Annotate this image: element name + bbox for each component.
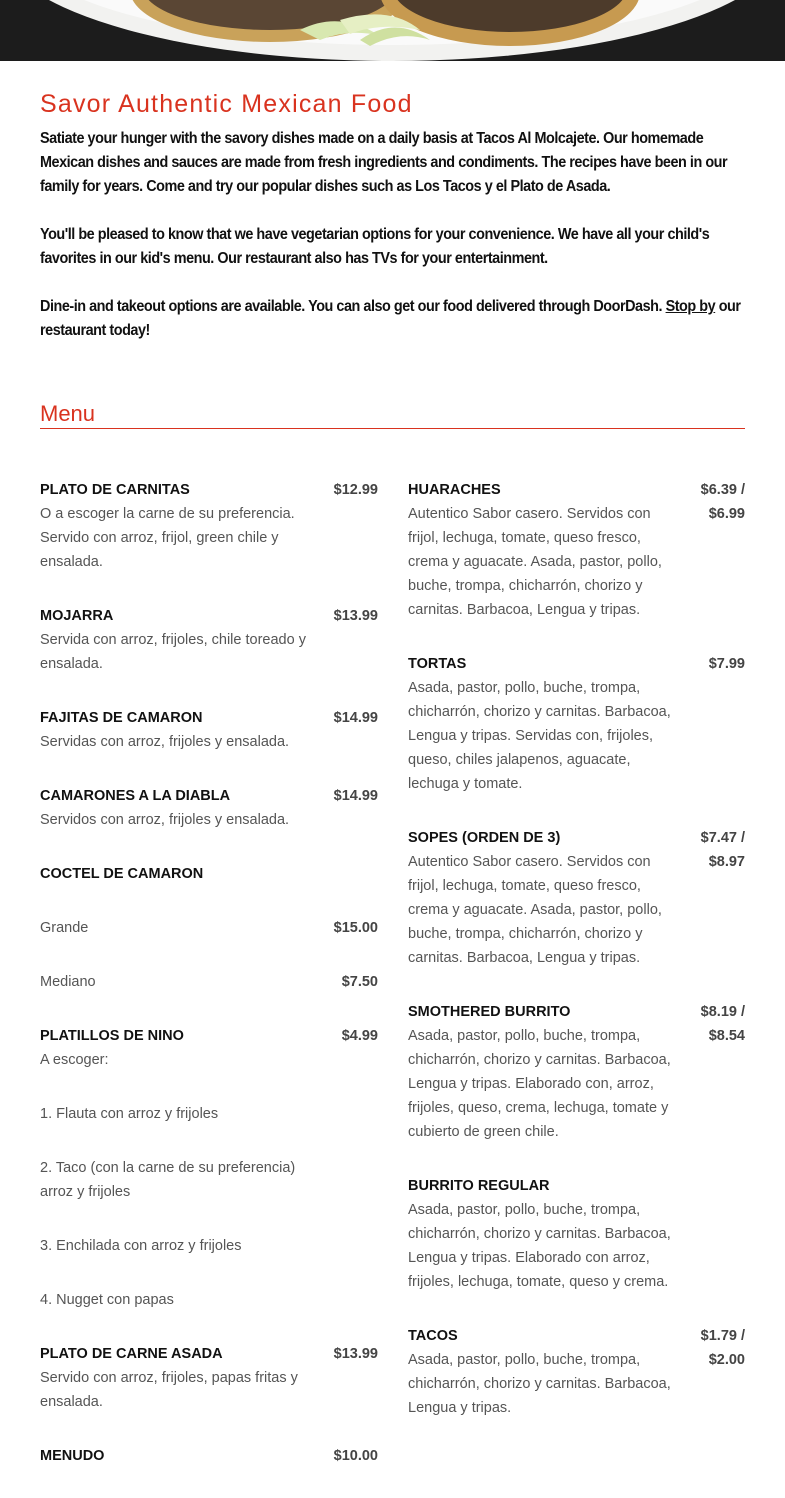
menu-item-price: $7.47 / $8.97 bbox=[700, 830, 745, 870]
menu-item bbox=[408, 1324, 745, 1420]
menu-item-price: $12.99 bbox=[333, 482, 378, 498]
menu-item-name: PLATILLOS DE NINO bbox=[40, 1028, 184, 1044]
kids-option: 2. Taco (con la carne de su preferencia) arroz y frijoles bbox=[40, 1160, 296, 1200]
menu-item-price: $8.19 / $8.54 bbox=[700, 1004, 745, 1044]
stop-by-link[interactable]: Stop by bbox=[665, 298, 716, 315]
menu-item bbox=[40, 478, 378, 574]
menu-item bbox=[408, 652, 745, 796]
size-label: Mediano bbox=[40, 974, 96, 990]
menu-item-name: SMOTHERED BURRITO bbox=[408, 1004, 571, 1020]
menu-item-name: HUARACHES bbox=[408, 482, 501, 498]
menu-item-price: $1.79 / $2.00 bbox=[700, 1328, 745, 1368]
menu-item-name: BURRITO REGULAR bbox=[408, 1178, 550, 1194]
menu-item-size bbox=[40, 970, 378, 994]
menu-item-description: Servida con arroz, frijoles, chile toreado y ensalada. bbox=[40, 632, 306, 672]
menu-item-description: Asada, pastor, pollo, buche, trompa, chicharrón, chorizo y carnitas. Barbacoa, Lengua y tripas. Elaborado con arroz, frijoles, lechuga, tomate, queso y crema. bbox=[408, 1202, 671, 1290]
menu-heading-text: Menu bbox=[40, 401, 96, 426]
menu-item-price: $7.99 bbox=[708, 656, 745, 672]
menu-item-name: FAJITAS DE CAMARON bbox=[40, 710, 203, 726]
menu-item-description: Servidos con arroz, frijoles y ensalada. bbox=[40, 812, 290, 828]
kids-option: 3. Enchilada con arroz y frijoles bbox=[40, 1238, 242, 1254]
menu-item-name: CAMARONES A LA DIABLA bbox=[40, 788, 231, 804]
kids-option: 1. Flauta con arroz y frijoles bbox=[40, 1106, 219, 1122]
about-paragraph-2: You'll be pleased to know that we have vegetarian options for your convenience. We have all your child's favorites in our kid's menu. Our restaurant also has TVs for your entertainment. bbox=[40, 226, 710, 267]
menu-item bbox=[408, 478, 745, 622]
kids-option: 4. Nugget con papas bbox=[40, 1292, 174, 1308]
menu-item bbox=[40, 706, 378, 754]
hero-food-image bbox=[0, 0, 785, 61]
menu-item bbox=[40, 1342, 378, 1414]
menu-item-price: $13.99 bbox=[333, 608, 378, 624]
menu-item bbox=[408, 1000, 745, 1144]
menu-item-size bbox=[40, 916, 378, 940]
menu-item-description: Asada, pastor, pollo, buche, trompa, chicharrón, chorizo y carnitas. Barbacoa, Lengua y tripas. Servidas con, frijoles, queso, chiles jalapenos, aguacate, lechuga y tomate. bbox=[408, 680, 671, 792]
menu-item-price: $6.39 / $6.99 bbox=[700, 482, 745, 522]
menu-item-name: TACOS bbox=[408, 1328, 458, 1344]
menu-item bbox=[408, 826, 745, 970]
menu-item bbox=[40, 862, 378, 886]
size-label: Grande bbox=[40, 920, 89, 936]
menu-item bbox=[40, 1024, 378, 1072]
menu-heading bbox=[40, 400, 745, 429]
about-paragraph-1: Satiate your hunger with the savory dishes made on a daily basis at Tacos Al Molcajete. Our homemade Mexican dishes and sauces are made from fresh ingredients and condiments. The recipes have been in our family for years. Come and try our popular dishes such as Los Tacos y el Plato de Asada. bbox=[40, 130, 728, 195]
menu-item-name: TORTAS bbox=[408, 656, 467, 672]
about-title: Savor Authentic Mexican Food bbox=[40, 90, 413, 118]
menu-item-description: Servidas con arroz, frijoles y ensalada. bbox=[40, 734, 290, 750]
menu-item-description: Autentico Sabor casero. Servidos con frijol, lechuga, tomate, queso fresco, crema y aguacate. Asada, pastor, pollo, buche, trompa, chicharrón, chorizo y carnitas. Barbacoa, Lengua y tripas. bbox=[408, 506, 662, 618]
about-paragraph-3-start: Dine-in and takeout options are available. You can also get our food delivered through DoorDash. bbox=[40, 298, 666, 315]
menu-item-description: A escoger: bbox=[40, 1052, 109, 1068]
menu-item-price: $10.00 bbox=[333, 1448, 378, 1464]
menu-item-name: PLATO DE CARNITAS bbox=[40, 482, 190, 498]
menu-item-price: $4.99 bbox=[341, 1028, 378, 1044]
size-price: $7.50 bbox=[341, 974, 378, 990]
menu-item-description: Asada, pastor, pollo, buche, trompa, chicharrón, chorizo y carnitas. Barbacoa, Lengua y tripas. bbox=[408, 1352, 671, 1416]
about-section bbox=[40, 88, 745, 367]
menu-item-name: SOPES (ORDEN DE 3) bbox=[408, 830, 561, 846]
menu-item-name: PLATO DE CARNE ASADA bbox=[40, 1346, 223, 1362]
size-price: $15.00 bbox=[333, 920, 378, 936]
menu-column-right bbox=[408, 478, 745, 1450]
menu-item bbox=[40, 784, 378, 832]
menu-item-description: Autentico Sabor casero. Servidos con frijol, lechuga, tomate, queso fresco, crema y aguacate. Asada, pastor, pollo, buche, trompa, chicharrón, chorizo y carnitas. Barbacoa, Lengua y tripas. bbox=[408, 854, 662, 966]
menu-item-price: $13.99 bbox=[333, 1346, 378, 1362]
about-paragraph-3 bbox=[40, 295, 745, 343]
menu-column-left bbox=[40, 478, 378, 1498]
menu-item bbox=[40, 604, 378, 676]
menu-item-description: O a escoger la carne de su preferencia. Servido con arroz, frijol, green chile y ensalada. bbox=[40, 506, 295, 570]
menu-item-price: $14.99 bbox=[333, 788, 378, 804]
menu-item-description: Asada, pastor, pollo, buche, trompa, chicharrón, chorizo y carnitas. Barbacoa, Lengua y tripas. Elaborado con, arroz, frijoles, queso, crema, lechuga, tomate y cubierto de green chile. bbox=[408, 1028, 671, 1140]
menu-item-name: MENUDO bbox=[40, 1448, 105, 1464]
menu-item bbox=[40, 1444, 378, 1468]
menu-item-price: $14.99 bbox=[333, 710, 378, 726]
menu-item-name: MOJARRA bbox=[40, 608, 114, 624]
menu-item-name: COCTEL DE CAMARON bbox=[40, 866, 204, 882]
menu-item bbox=[408, 1174, 745, 1294]
about-paragraph-3-end: our restaurant today! bbox=[40, 298, 741, 339]
menu-item-description: Servido con arroz, frijoles, papas fritas y ensalada. bbox=[40, 1370, 298, 1410]
